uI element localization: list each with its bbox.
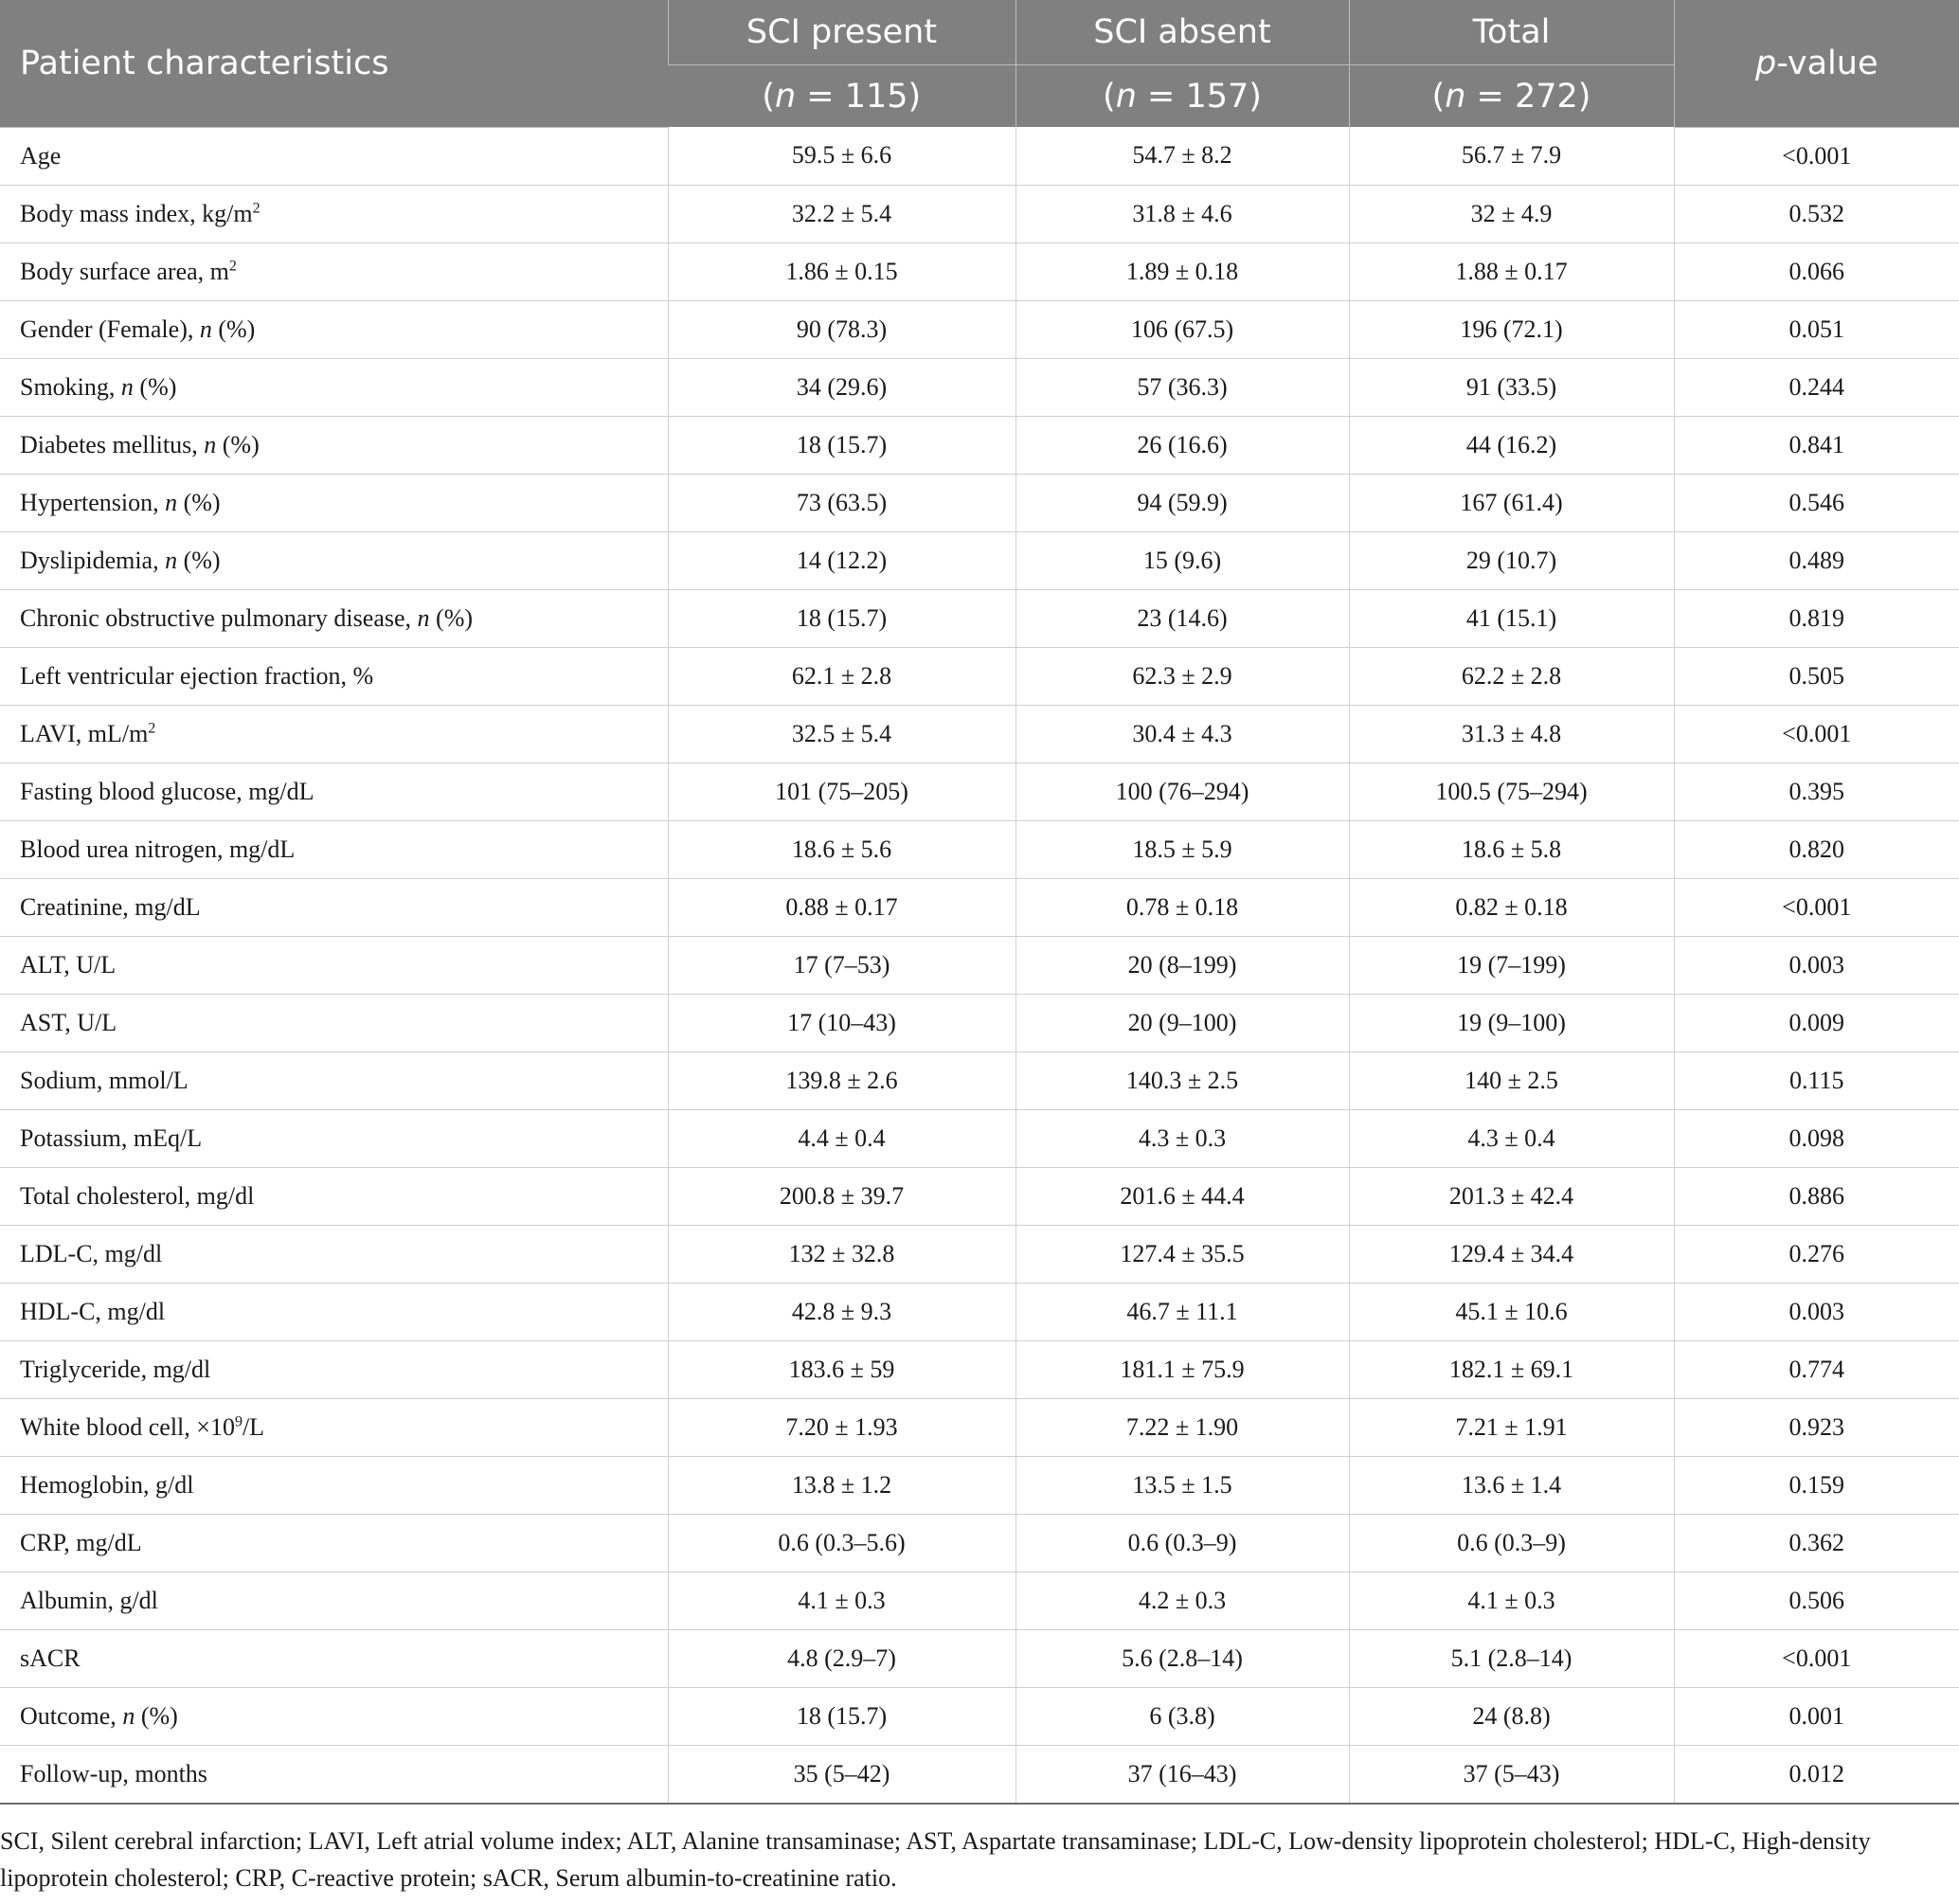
cell-sci-absent: 15 (9.6) — [1015, 531, 1349, 589]
cell-sci-absent: 4.2 ± 0.3 — [1015, 1572, 1349, 1629]
row-label: sACR — [0, 1629, 668, 1687]
cell-sci-present: 13.8 ± 1.2 — [668, 1456, 1015, 1514]
table-row — [0, 1456, 1959, 1514]
row-label: Body mass index, $kg/m^2$ — [0, 185, 668, 242]
cell-total: 1.88 ± 0.17 — [1349, 242, 1674, 300]
header-row-top — [0, 0, 1959, 65]
cell-p-value: 0.489 — [1674, 531, 1959, 589]
cell-p-value: 0.066 — [1674, 242, 1959, 300]
cell-total: 31.3 ± 4.8 — [1349, 705, 1674, 763]
cell-p-value: <0.001 — [1674, 127, 1959, 185]
row-label: AST, U/L — [0, 994, 668, 1051]
cell-sci-present: 183.6 ± 59 — [668, 1340, 1015, 1398]
cell-total: 32 ± 4.9 — [1349, 185, 1674, 242]
cell-p-value: 0.244 — [1674, 358, 1959, 416]
cell-p-value: 0.098 — [1674, 1109, 1959, 1167]
row-label: Potassium, mEq/L — [0, 1109, 668, 1167]
cell-total: 37 (5–43) — [1349, 1745, 1674, 1804]
cell-sci-absent: 100 (76–294) — [1015, 763, 1349, 820]
cell-sci-absent: 94 (59.9) — [1015, 474, 1349, 531]
cell-total: 100.5 (75–294) — [1349, 763, 1674, 820]
table-row — [0, 185, 1959, 242]
header-sci-absent-n: (n = 157) — [1015, 65, 1349, 128]
cell-total: 196 (72.1) — [1349, 300, 1674, 358]
cell-sci-absent: 23 (14.6) — [1015, 589, 1349, 647]
cell-sci-absent: 0.78 ± 0.18 — [1015, 878, 1349, 936]
cell-sci-absent: 0.6 (0.3–9) — [1015, 1514, 1349, 1572]
cell-sci-present: 18 (15.7) — [668, 589, 1015, 647]
header-total: Total — [1349, 0, 1674, 65]
row-label: LDL-C, mg/dl — [0, 1225, 668, 1283]
cell-p-value: 0.886 — [1674, 1167, 1959, 1225]
cell-total: 7.21 ± 1.91 — [1349, 1398, 1674, 1456]
table-row — [0, 531, 1959, 589]
cell-sci-absent: 13.5 ± 1.5 — [1015, 1456, 1349, 1514]
cell-p-value: 0.774 — [1674, 1340, 1959, 1398]
row-label: Body surface area, $m^2$ — [0, 242, 668, 300]
cell-sci-present: 35 (5–42) — [668, 1745, 1015, 1804]
cell-total: 18.6 ± 5.8 — [1349, 820, 1674, 878]
row-label: Left ventricular ejection fraction, % — [0, 647, 668, 705]
cell-sci-absent: 201.6 ± 44.4 — [1015, 1167, 1349, 1225]
cell-p-value: 0.009 — [1674, 994, 1959, 1051]
cell-sci-present: 17 (7–53) — [668, 936, 1015, 994]
cell-p-value: 0.506 — [1674, 1572, 1959, 1629]
cell-p-value: 0.003 — [1674, 1283, 1959, 1340]
cell-p-value: <0.001 — [1674, 705, 1959, 763]
table-row — [0, 994, 1959, 1051]
cell-sci-absent: 26 (16.6) — [1015, 416, 1349, 474]
cell-sci-present: 73 (63.5) — [668, 474, 1015, 531]
cell-total: 129.4 ± 34.4 — [1349, 1225, 1674, 1283]
table-row — [0, 936, 1959, 994]
cell-p-value: 0.003 — [1674, 936, 1959, 994]
table-row — [0, 474, 1959, 531]
cell-sci-absent: 30.4 ± 4.3 — [1015, 705, 1349, 763]
cell-sci-present: 32.2 ± 5.4 — [668, 185, 1015, 242]
table-row — [0, 1572, 1959, 1629]
row-label: CRP, mg/dL — [0, 1514, 668, 1572]
cell-sci-absent: 6 (3.8) — [1015, 1687, 1349, 1745]
header-sci-absent: SCI absent — [1015, 0, 1349, 65]
cell-p-value: 0.001 — [1674, 1687, 1959, 1745]
row-label: Dyslipidemia, n (%) — [0, 531, 668, 589]
cell-total: 5.1 (2.8–14) — [1349, 1629, 1674, 1687]
cell-sci-present: 90 (78.3) — [668, 300, 1015, 358]
table-row — [0, 1051, 1959, 1109]
cell-sci-present: 18 (15.7) — [668, 416, 1015, 474]
cell-total: 45.1 ± 10.6 — [1349, 1283, 1674, 1340]
cell-sci-present: 139.8 ± 2.6 — [668, 1051, 1015, 1109]
table-row — [0, 242, 1959, 300]
cell-total: 0.82 ± 0.18 — [1349, 878, 1674, 936]
cell-total: 4.1 ± 0.3 — [1349, 1572, 1674, 1629]
table-row — [0, 1745, 1959, 1804]
cell-sci-present: 42.8 ± 9.3 — [668, 1283, 1015, 1340]
cell-sci-absent: 127.4 ± 35.5 — [1015, 1225, 1349, 1283]
row-label: Gender (Female), n (%) — [0, 300, 668, 358]
cell-sci-present: 0.6 (0.3–5.6) — [668, 1514, 1015, 1572]
cell-sci-absent: 181.1 ± 75.9 — [1015, 1340, 1349, 1398]
cell-sci-absent: 4.3 ± 0.3 — [1015, 1109, 1349, 1167]
header-patient-characteristics: Patient characteristics — [0, 0, 668, 127]
cell-total: 29 (10.7) — [1349, 531, 1674, 589]
cell-total: 4.3 ± 0.4 — [1349, 1109, 1674, 1167]
row-label: ALT, U/L — [0, 936, 668, 994]
cell-total: 201.3 ± 42.4 — [1349, 1167, 1674, 1225]
cell-sci-absent: 1.89 ± 0.18 — [1015, 242, 1349, 300]
cell-total: 91 (33.5) — [1349, 358, 1674, 416]
cell-sci-absent: 20 (8–199) — [1015, 936, 1349, 994]
row-label: Chronic obstructive pulmonary disease, n (%) — [0, 589, 668, 647]
cell-sci-present: 34 (29.6) — [668, 358, 1015, 416]
cell-sci-present: 4.8 (2.9–7) — [668, 1629, 1015, 1687]
cell-sci-absent: 37 (16–43) — [1015, 1745, 1349, 1804]
cell-sci-present: 7.20 ± 1.93 — [668, 1398, 1015, 1456]
cell-sci-present: 1.86 ± 0.15 — [668, 242, 1015, 300]
table-body — [0, 127, 1959, 1804]
cell-sci-present: 18 (15.7) — [668, 1687, 1015, 1745]
table-row — [0, 300, 1959, 358]
cell-p-value: 0.841 — [1674, 416, 1959, 474]
table-row — [0, 1283, 1959, 1340]
table-row — [0, 1167, 1959, 1225]
cell-total: 182.1 ± 69.1 — [1349, 1340, 1674, 1398]
row-label: Hemoglobin, g/dl — [0, 1456, 668, 1514]
cell-p-value: 0.546 — [1674, 474, 1959, 531]
header-sci-present: SCI present — [668, 0, 1015, 65]
cell-total: 56.7 ± 7.9 — [1349, 127, 1674, 185]
cell-sci-absent: 5.6 (2.8–14) — [1015, 1629, 1349, 1687]
cell-sci-absent: 31.8 ± 4.6 — [1015, 185, 1349, 242]
cell-p-value: 0.159 — [1674, 1456, 1959, 1514]
table-row — [0, 1225, 1959, 1283]
cell-p-value: 0.362 — [1674, 1514, 1959, 1572]
cell-p-value: <0.001 — [1674, 878, 1959, 936]
row-label: Sodium, mmol/L — [0, 1051, 668, 1109]
table-row — [0, 1398, 1959, 1456]
row-label: Albumin, g/dl — [0, 1572, 668, 1629]
cell-sci-present: 4.4 ± 0.4 — [668, 1109, 1015, 1167]
row-label: White blood cell, $\times 10^9/L$ — [0, 1398, 668, 1456]
cell-p-value: 0.819 — [1674, 589, 1959, 647]
cell-total: 19 (7–199) — [1349, 936, 1674, 994]
row-label: Age — [0, 127, 668, 185]
cell-total: 13.6 ± 1.4 — [1349, 1456, 1674, 1514]
cell-p-value: 0.820 — [1674, 820, 1959, 878]
table-row — [0, 1687, 1959, 1745]
row-label: Total cholesterol, mg/dl — [0, 1167, 668, 1225]
header-total-n: (n = 272) — [1349, 65, 1674, 128]
table-row — [0, 1340, 1959, 1398]
cell-sci-absent: 46.7 ± 11.1 — [1015, 1283, 1349, 1340]
cell-total: 19 (9–100) — [1349, 994, 1674, 1051]
cell-p-value: 0.395 — [1674, 763, 1959, 820]
cell-sci-present: 59.5 ± 6.6 — [668, 127, 1015, 185]
table-row — [0, 1514, 1959, 1572]
row-label: Creatinine, mg/dL — [0, 878, 668, 936]
cell-total: 0.6 (0.3–9) — [1349, 1514, 1674, 1572]
table-footnote: SCI, Silent cerebral infarction; LAVI, Left atrial volume index; ALT, Alanine transaminase; AST, Aspartate transaminase; LDL-C, Low-density lipoprotein cholesterol; HDL-C, High-density lipoprotein cholesterol; CRP, C-reactive protein; sACR, Serum albumin-to-creatinine ratio. — [0, 1827, 1871, 1892]
header-p-value: p-value — [1674, 0, 1959, 127]
cell-sci-absent: 54.7 ± 8.2 — [1015, 127, 1349, 185]
cell-sci-present: 32.5 ± 5.4 — [668, 705, 1015, 763]
table-row — [0, 878, 1959, 936]
cell-sci-present: 132 ± 32.8 — [668, 1225, 1015, 1283]
cell-p-value: 0.115 — [1674, 1051, 1959, 1109]
table-row — [0, 416, 1959, 474]
cell-p-value: 0.923 — [1674, 1398, 1959, 1456]
table-row — [0, 589, 1959, 647]
cell-p-value: <0.001 — [1674, 1629, 1959, 1687]
cell-sci-present: 200.8 ± 39.7 — [668, 1167, 1015, 1225]
row-label: LAVI, $mL/m^2$ — [0, 705, 668, 763]
row-label: Outcome, n (%) — [0, 1687, 668, 1745]
cell-total: 41 (15.1) — [1349, 589, 1674, 647]
cell-p-value: 0.505 — [1674, 647, 1959, 705]
cell-sci-present: 4.1 ± 0.3 — [668, 1572, 1015, 1629]
row-label: Follow-up, months — [0, 1745, 668, 1804]
table-row — [0, 763, 1959, 820]
cell-sci-present: 0.88 ± 0.17 — [668, 878, 1015, 936]
table-row — [0, 1109, 1959, 1167]
table-header — [0, 0, 1959, 127]
row-label: Fasting blood glucose, mg/dL — [0, 763, 668, 820]
row-label: Blood urea nitrogen, mg/dL — [0, 820, 668, 878]
cell-p-value: 0.532 — [1674, 185, 1959, 242]
cell-sci-absent: 18.5 ± 5.9 — [1015, 820, 1349, 878]
header-sci-present-n: (n = 115) — [668, 65, 1015, 128]
cell-p-value: 0.276 — [1674, 1225, 1959, 1283]
cell-sci-present: 62.1 ± 2.8 — [668, 647, 1015, 705]
row-label: Hypertension, n (%) — [0, 474, 668, 531]
cell-p-value: 0.012 — [1674, 1745, 1959, 1804]
table-row — [0, 1629, 1959, 1687]
cell-sci-absent: 7.22 ± 1.90 — [1015, 1398, 1349, 1456]
table-row — [0, 127, 1959, 185]
cell-sci-present: 101 (75–205) — [668, 763, 1015, 820]
cell-sci-absent: 106 (67.5) — [1015, 300, 1349, 358]
cell-sci-absent: 57 (36.3) — [1015, 358, 1349, 416]
row-label: Smoking, n (%) — [0, 358, 668, 416]
row-label: Triglyceride, mg/dl — [0, 1340, 668, 1398]
cell-total: 24 (8.8) — [1349, 1687, 1674, 1745]
row-label: HDL-C, mg/dl — [0, 1283, 668, 1340]
table-row — [0, 820, 1959, 878]
cell-sci-absent: 62.3 ± 2.9 — [1015, 647, 1349, 705]
cell-p-value: 0.051 — [1674, 300, 1959, 358]
cell-total: 140 ± 2.5 — [1349, 1051, 1674, 1109]
table-row — [0, 358, 1959, 416]
row-label: Diabetes mellitus, n (%) — [0, 416, 668, 474]
table-row — [0, 647, 1959, 705]
cell-total: 44 (16.2) — [1349, 416, 1674, 474]
cell-sci-absent: 140.3 ± 2.5 — [1015, 1051, 1349, 1109]
cell-total: 167 (61.4) — [1349, 474, 1674, 531]
cell-sci-present: 18.6 ± 5.6 — [668, 820, 1015, 878]
cell-sci-present: 17 (10–43) — [668, 994, 1015, 1051]
table-row — [0, 705, 1959, 763]
cell-sci-present: 14 (12.2) — [668, 531, 1015, 589]
cell-sci-absent: 20 (9–100) — [1015, 994, 1349, 1051]
cell-total: 62.2 ± 2.8 — [1349, 647, 1674, 705]
